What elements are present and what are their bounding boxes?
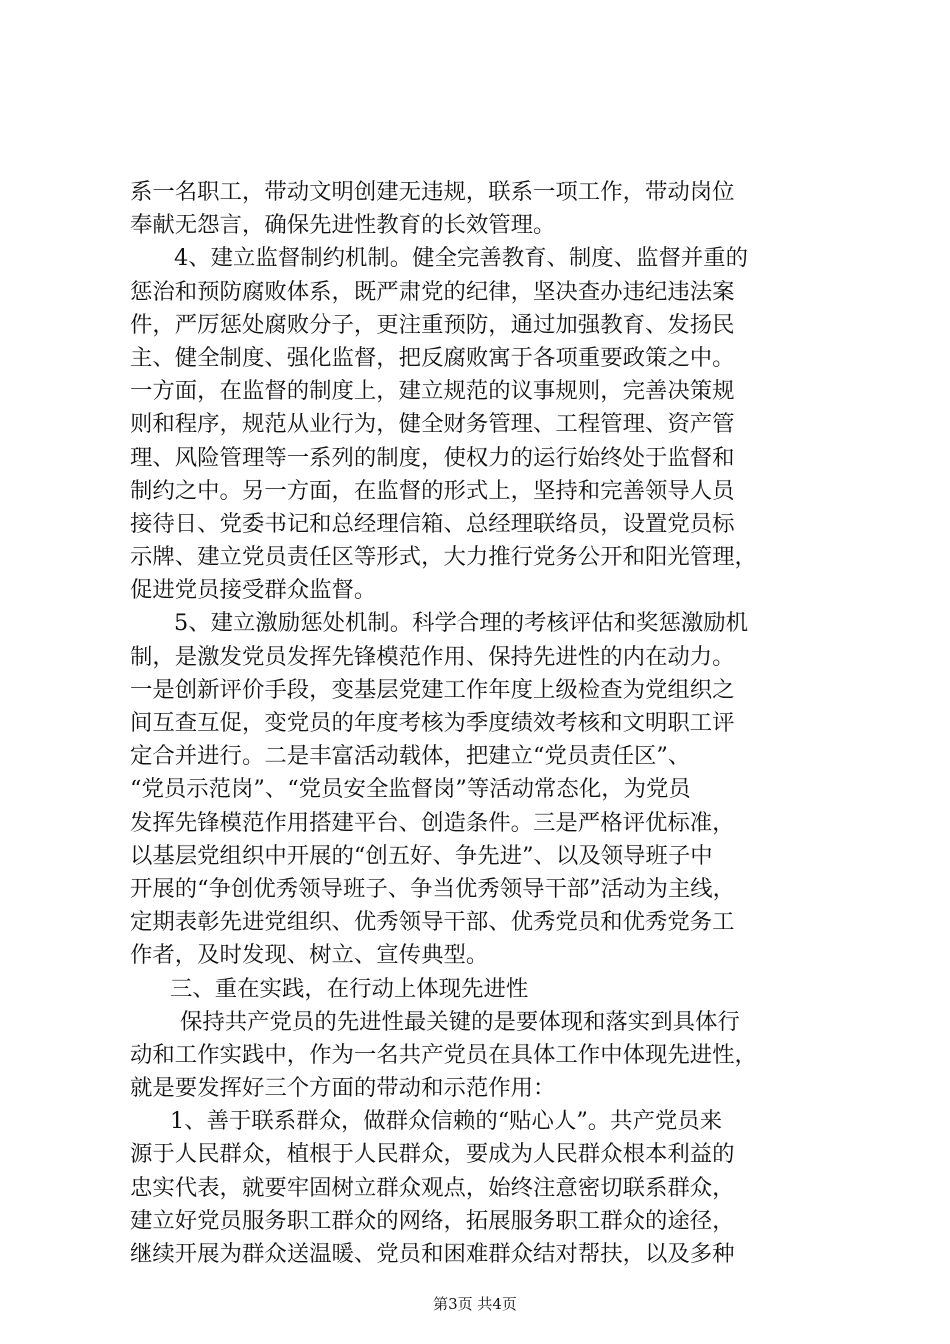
- paragraph-line: 继续开展为群众送温暖、党员和困难群众结对帮扶，以及多种: [130, 1241, 735, 1267]
- paragraph-line: 促进党员接受群众监督。: [130, 577, 377, 604]
- paragraph-line: 开展的“争创优秀领导班子、争当优秀领导干部”活动为主线，: [130, 875, 736, 902]
- paragraph-line: 一方面，在监督的制度上，建立规范的议事规则，完善决策规: [130, 378, 735, 405]
- paragraph-line: 制，是激发党员发挥先锋模范作用、保持先进性的内在动力。: [130, 643, 735, 670]
- paragraph-line: 定合并进行。二是丰富活动载体，把建立“党员责任区”、: [130, 743, 691, 770]
- paragraph-line: 理、风险管理等一系列的制度，使权力的运行始终处于监督和: [130, 444, 735, 471]
- paragraph-line: 惩治和预防腐败体系，既严肃党的纪律，坚决查办违纪违法案: [130, 278, 735, 305]
- paragraph-line: 以基层党组织中开展的“创五好、争先进”、以及领导班子中: [130, 842, 713, 869]
- paragraph-line: 主、健全制度、强化监督，把反腐败寓于各项重要政策之中。: [130, 344, 735, 371]
- paragraph-line: 忠实代表，就要牢固树立群众观点，始终注意密切联系群众，: [130, 1174, 735, 1201]
- paragraph-line: 就是要发挥好三个方面的带动和示范作用：: [130, 1075, 556, 1102]
- document-body: [130, 176, 835, 1271]
- paragraph-line: 一是创新评价手段，变基层党建工作年度上级检查为党组织之: [130, 676, 735, 703]
- paragraph-line: 接待日、党委书记和总经理信箱、总经理联络员，设置党员标: [130, 510, 735, 537]
- paragraph-line: 发挥先锋模范作用搭建平台、创造条件。三是严格评优标准，: [130, 809, 735, 836]
- paragraph-line: 源于人民群众，植根于人民群众，要成为人民群众根本利益的: [130, 1141, 735, 1168]
- page-number-footer: 第3页 共4页: [433, 1295, 517, 1313]
- paragraph-line: 示牌、建立党员责任区等形式，大力推行党务公开和阳光管理，: [130, 544, 757, 571]
- paragraph-line: 件，严厉惩处腐败分子，更注重预防，通过加强教育、发扬民: [130, 311, 735, 338]
- paragraph-line: 保持共产党员的先进性最关键的是要体现和落实到具体行: [180, 1008, 740, 1035]
- paragraph-line: 建立好党员服务职工群众的网络，拓展服务职工群众的途径，: [130, 1207, 735, 1234]
- paragraph-line: 则和程序，规范从业行为，健全财务管理、工程管理、资产管: [130, 411, 735, 438]
- paragraph-line: 奉献无怨言，确保先进性教育的长效管理。: [130, 212, 556, 239]
- paragraph-line: 动和工作实践中，作为一名共产党员在具体工作中体现先进性，: [130, 1041, 757, 1068]
- paragraph-line: 4、建立监督制约机制。健全完善教育、制度、监督并重的: [174, 245, 749, 272]
- paragraph-line: 系一名职工，带动文明创建无违规，联系一项工作，带动岗位: [130, 179, 735, 205]
- paragraph-line: 1、善于联系群众，做群众信赖的“贴心人”。共产党员来: [170, 1108, 723, 1135]
- paragraph-line: 间互查互促，变党员的年度考核为季度绩效考核和文明职工评: [130, 710, 735, 736]
- paragraph-line: 作者，及时发现、树立、宣传典型。: [130, 942, 489, 969]
- paragraph-line: “党员示范岗”、“党员安全监督岗”等活动常态化，为党员: [130, 776, 691, 803]
- paragraph-line: 制约之中。另一方面，在监督的形式上，坚持和完善领导人员: [130, 477, 735, 504]
- section-heading: 三、重在实践，在行动上体现先进性: [170, 975, 529, 1002]
- paragraph-line: 定期表彰先进党组织、优秀领导干部、优秀党员和优秀党务工: [130, 909, 735, 936]
- paragraph-line: 5、建立激励惩处机制。科学合理的考核评估和奖惩激励机: [174, 610, 749, 637]
